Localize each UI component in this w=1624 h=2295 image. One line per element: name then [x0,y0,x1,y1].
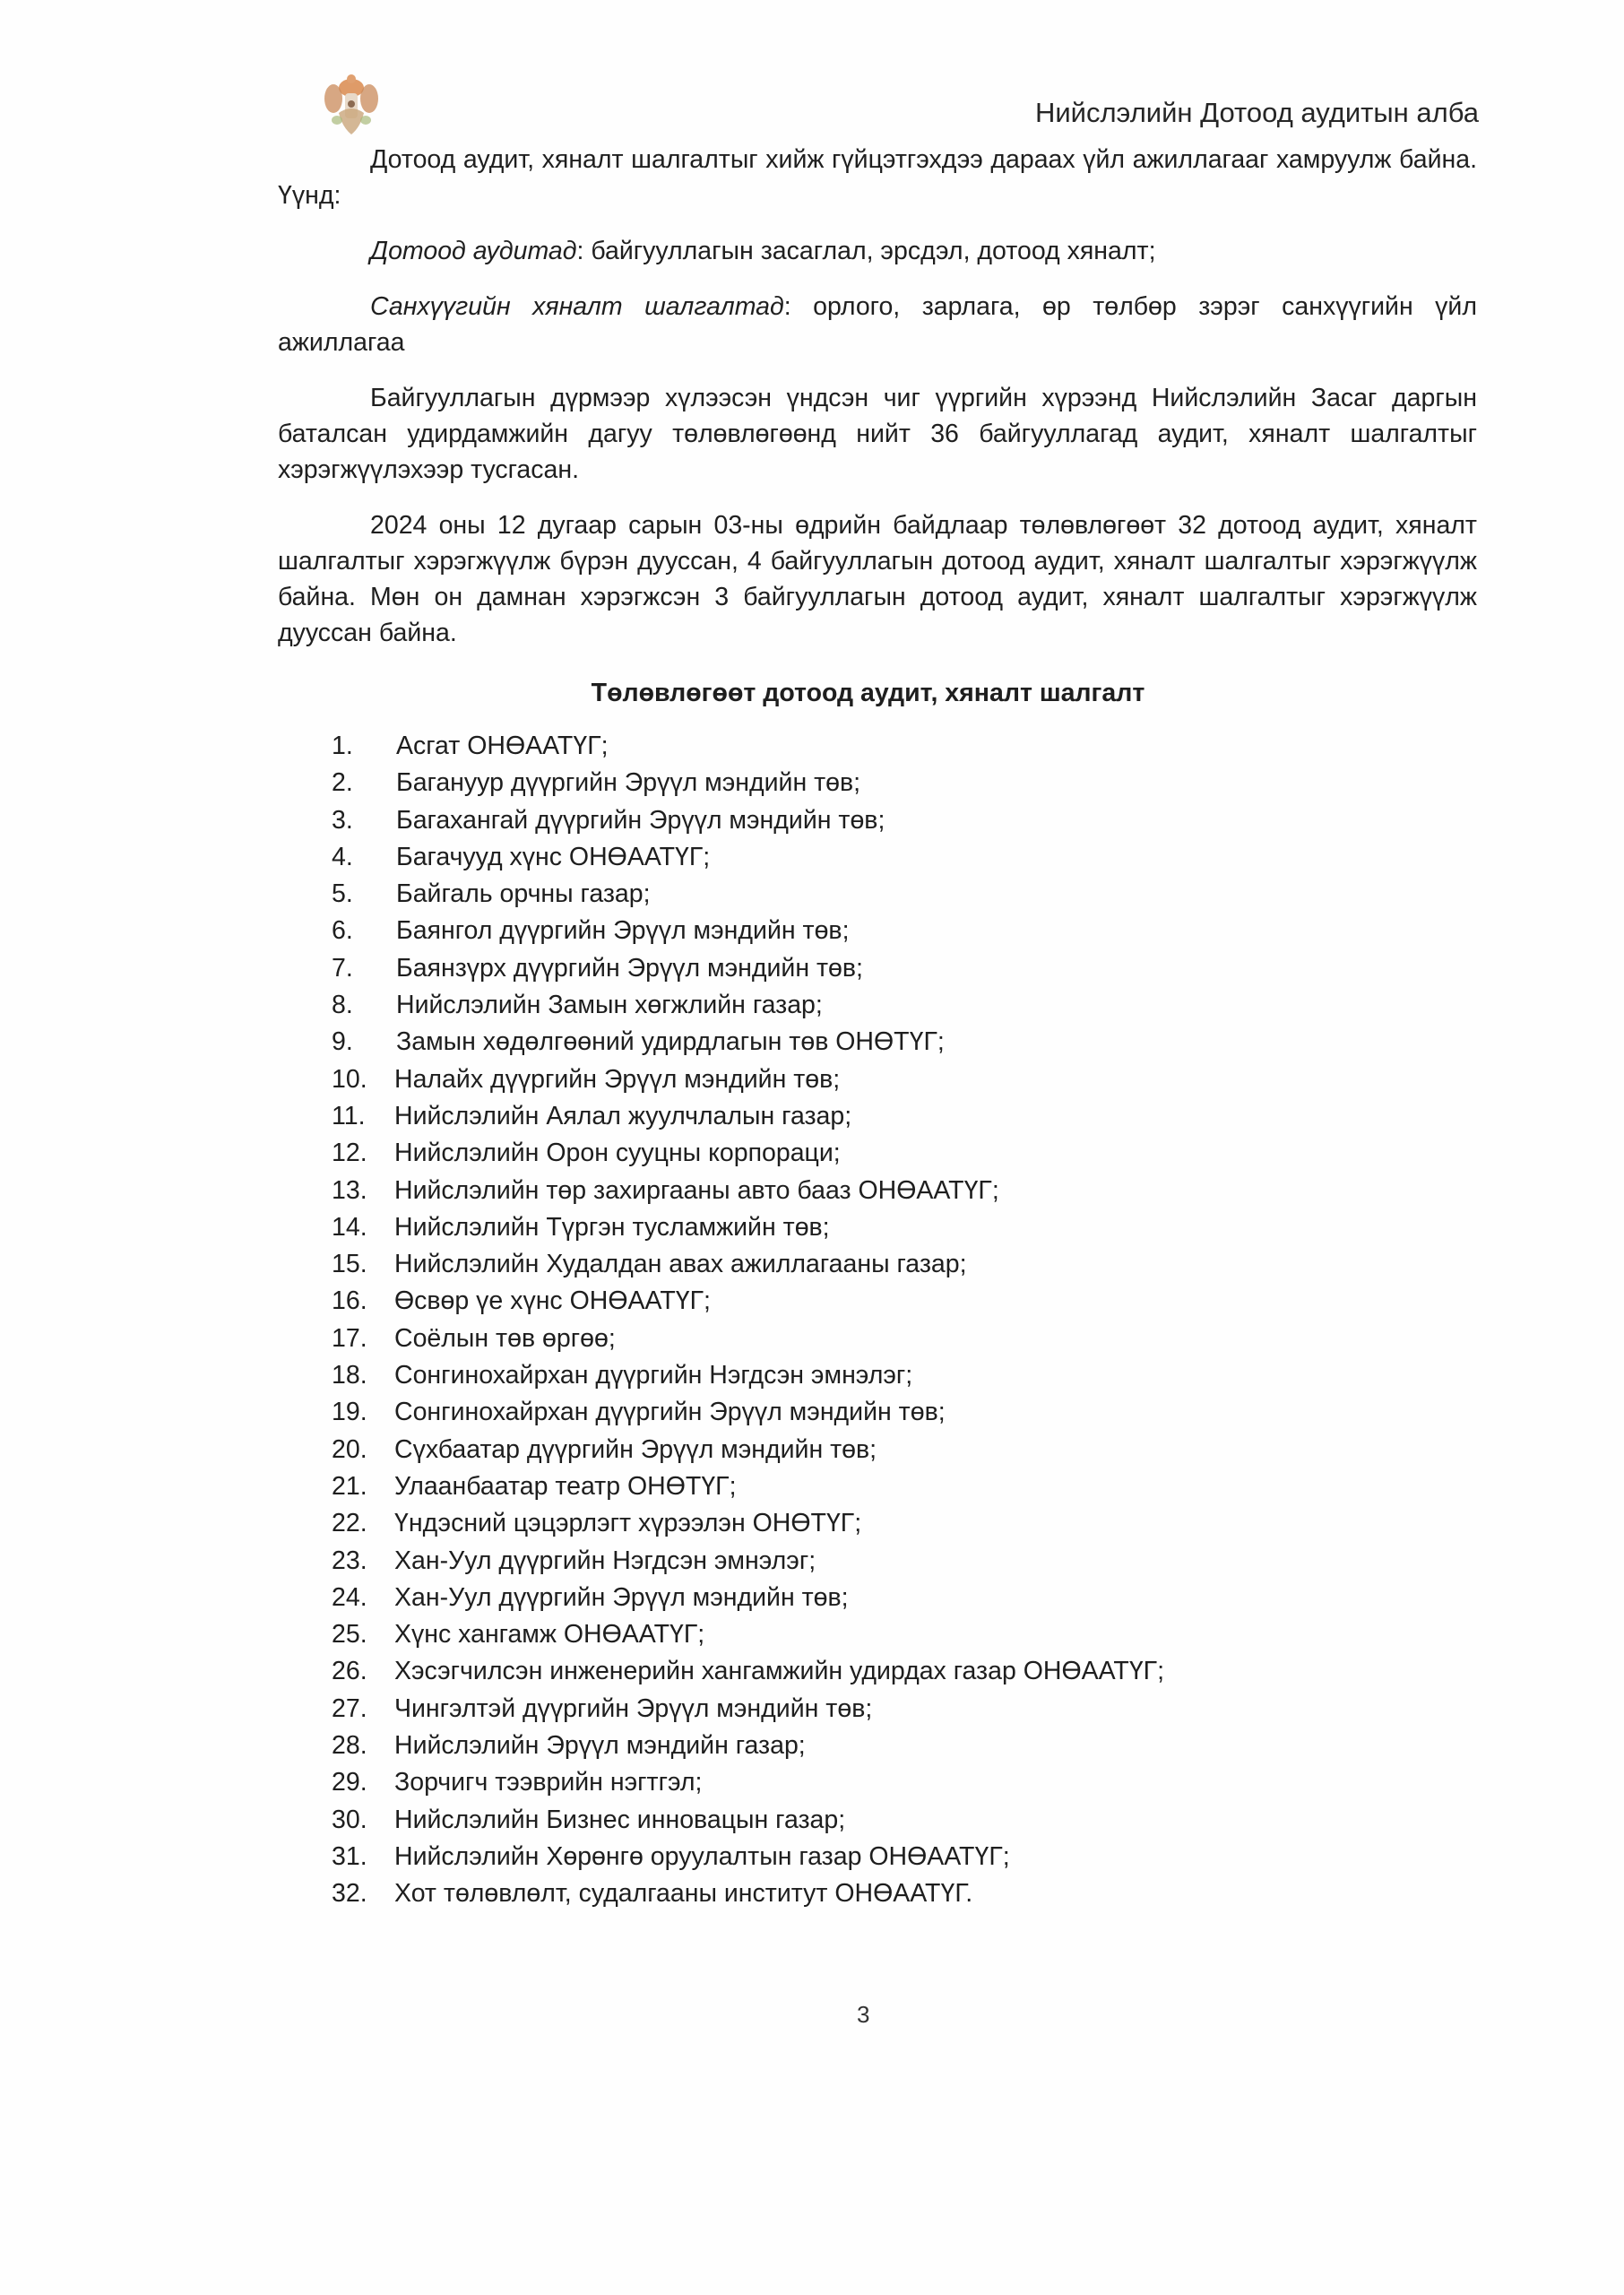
list-item: 8. Нийслэлийн Замын хөгжлийн газар; [332,991,823,1020]
list-item: 4. Багачууд хүнс ОНӨААТҮГ; [332,842,711,871]
list-item: 28. Нийслэлийн Эрүүл мэндийн газар; [332,1731,806,1761]
financial-control-paragraph [278,289,1477,360]
list-item: 22. Үндэсний цэцэрлэгт хүрээлэн ОНӨТҮГ; [332,1509,862,1538]
internal-audit-text: : байгууллагын засаглал, эрсдэл, дотоод хяналт; [576,237,1156,265]
list-item: 32. Хот төлөвлөлт, судалгааны институт ОНӨААТҮГ. [332,1879,973,1909]
soyombo-emblem-icon [321,68,382,140]
list-item: 7. Баянзүрх дүүргийн Эрүүл мэндийн төв; [332,953,863,983]
financial-control-text: : орлого, зарлага, өр төлбөр зэрэг санхүүгийн үйл ажиллагаа [278,292,1477,357]
list-item: 29. Зорчигч тээврийн нэгтгэл; [332,1768,703,1797]
page-number: 3 [857,2001,870,2028]
list-item: 30. Нийслэлийн Бизнес инновацын газар; [332,1805,846,1834]
internal-audit-label: Дотоод аудитад [370,237,577,265]
list-item: 20. Сүхбаатар дүүргийн Эрүүл мэндийн төв; [332,1434,877,1464]
list-item: 2. Багануур дүүргийн Эрүүл мэндийн төв; [332,768,861,798]
list-item: 15. Нийслэлийн Худалдан авах ажиллагааны газар; [332,1250,967,1279]
list-item: 14. Нийслэлийн Түргэн тусламжийн төв; [332,1212,830,1242]
list-item: 16. Өсвөр үе хүнс ОНӨААТҮГ; [332,1286,711,1316]
list-item: 23. Хан-Уул дүүргийн Нэгдсэн эмнэлэг; [332,1546,816,1575]
list-item: 18. Сонгинохайрхан дүүргийн Нэгдсэн эмнэлэг; [332,1361,913,1390]
list-item: 10. Налайх дүүргийн Эрүүл мэндийн төв; [332,1064,841,1094]
list-item: 5. Байгаль орчны газар; [332,879,651,909]
list-item: 3. Багахангай дүүргийн Эрүүл мэндийн төв; [332,805,885,835]
internal-audit-paragraph [278,233,1477,269]
intro-paragraph: Дотоод аудит, хяналт шалгалтыг хийж гүйцэтгэхдээ дараах үйл ажиллагааг хамруулж байна. Үүнд: [278,145,1477,210]
status-paragraph: 2024 оны 12 дугаар сарын 03-ны өдрийн байдлаар төлөвлөгөөт 32 дотоод аудит, хяналт шалгалтыг хэрэгжүүлж бүрэн дууссан, 4 байгууллагын дотоод аудит, хяналт шалгалтыг хэрэгжүүлж байна. Мөн он дамнан хэрэгжсэн 3 байгууллагын дотоод аудит, хяналт шалгалтыг хэрэгжүүлж дууссан байна. [278,511,1477,647]
list-item: 12. Нийслэлийн Орон сууцны корпораци; [332,1139,841,1168]
list-item: 13. Нийслэлийн төр захиргааны авто бааз ОНӨААТҮГ; [332,1175,999,1205]
list-item: 11. Нийслэлийн Аялал жуулчлалын газар; [332,1101,852,1130]
list-item: 6. Баянгол дүүргийн Эрүүл мэндийн төв; [332,916,850,946]
list-item: 24. Хан-Уул дүүргийн Эрүүл мэндийн төв; [332,1582,849,1612]
financial-control-label: Санхүүгийн хяналт шалгалтад [370,292,784,321]
list-item: 19. Сонгинохайрхан дүүргийн Эрүүл мэндийн төв; [332,1398,946,1427]
audited-organizations-list [332,728,1164,1913]
list-item: 31. Нийслэлийн Хөрөнгө оруулалтын газар ОНӨААТҮГ; [332,1841,1010,1871]
organization-header: Нийслэлийн Дотоод аудитын алба [1034,97,1479,128]
list-heading: Төлөвлөгөөт дотоод аудит, хяналт шалгалт [591,679,1145,707]
list-item: 9. Замын хөдөлгөөний удирдлагын төв ОНӨТҮГ; [332,1027,945,1057]
plan-paragraph: Байгууллагын дүрмээр хүлээсэн үндсэн чиг үүргийн хүрээнд Нийслэлийн Засаг даргын баталсан удирдамжийн дагуу төлөвлөгөөнд нийт 36 байгууллагад аудит, хяналт шалгалтыг хэрэгжүүлэхээр тусгасан. [278,384,1477,484]
list-item: 27. Чингэлтэй дүүргийн Эрүүл мэндийн төв; [332,1693,873,1723]
body-paragraphs [278,142,1477,651]
list-item: 1. Асгат ОНӨААТҮГ; [332,732,609,760]
list-item: 17. Соёлын төв өргөө; [332,1323,616,1353]
list-item: 25. Хүнс хангамж ОНӨААТҮГ; [332,1620,705,1650]
list-item: 26. Хэсэгчилсэн инженерийн хангамжийн удирдах газар ОНӨААТҮГ; [332,1657,1165,1686]
list-item: 21. Улаанбаатар театр ОНӨТҮГ; [332,1471,737,1501]
